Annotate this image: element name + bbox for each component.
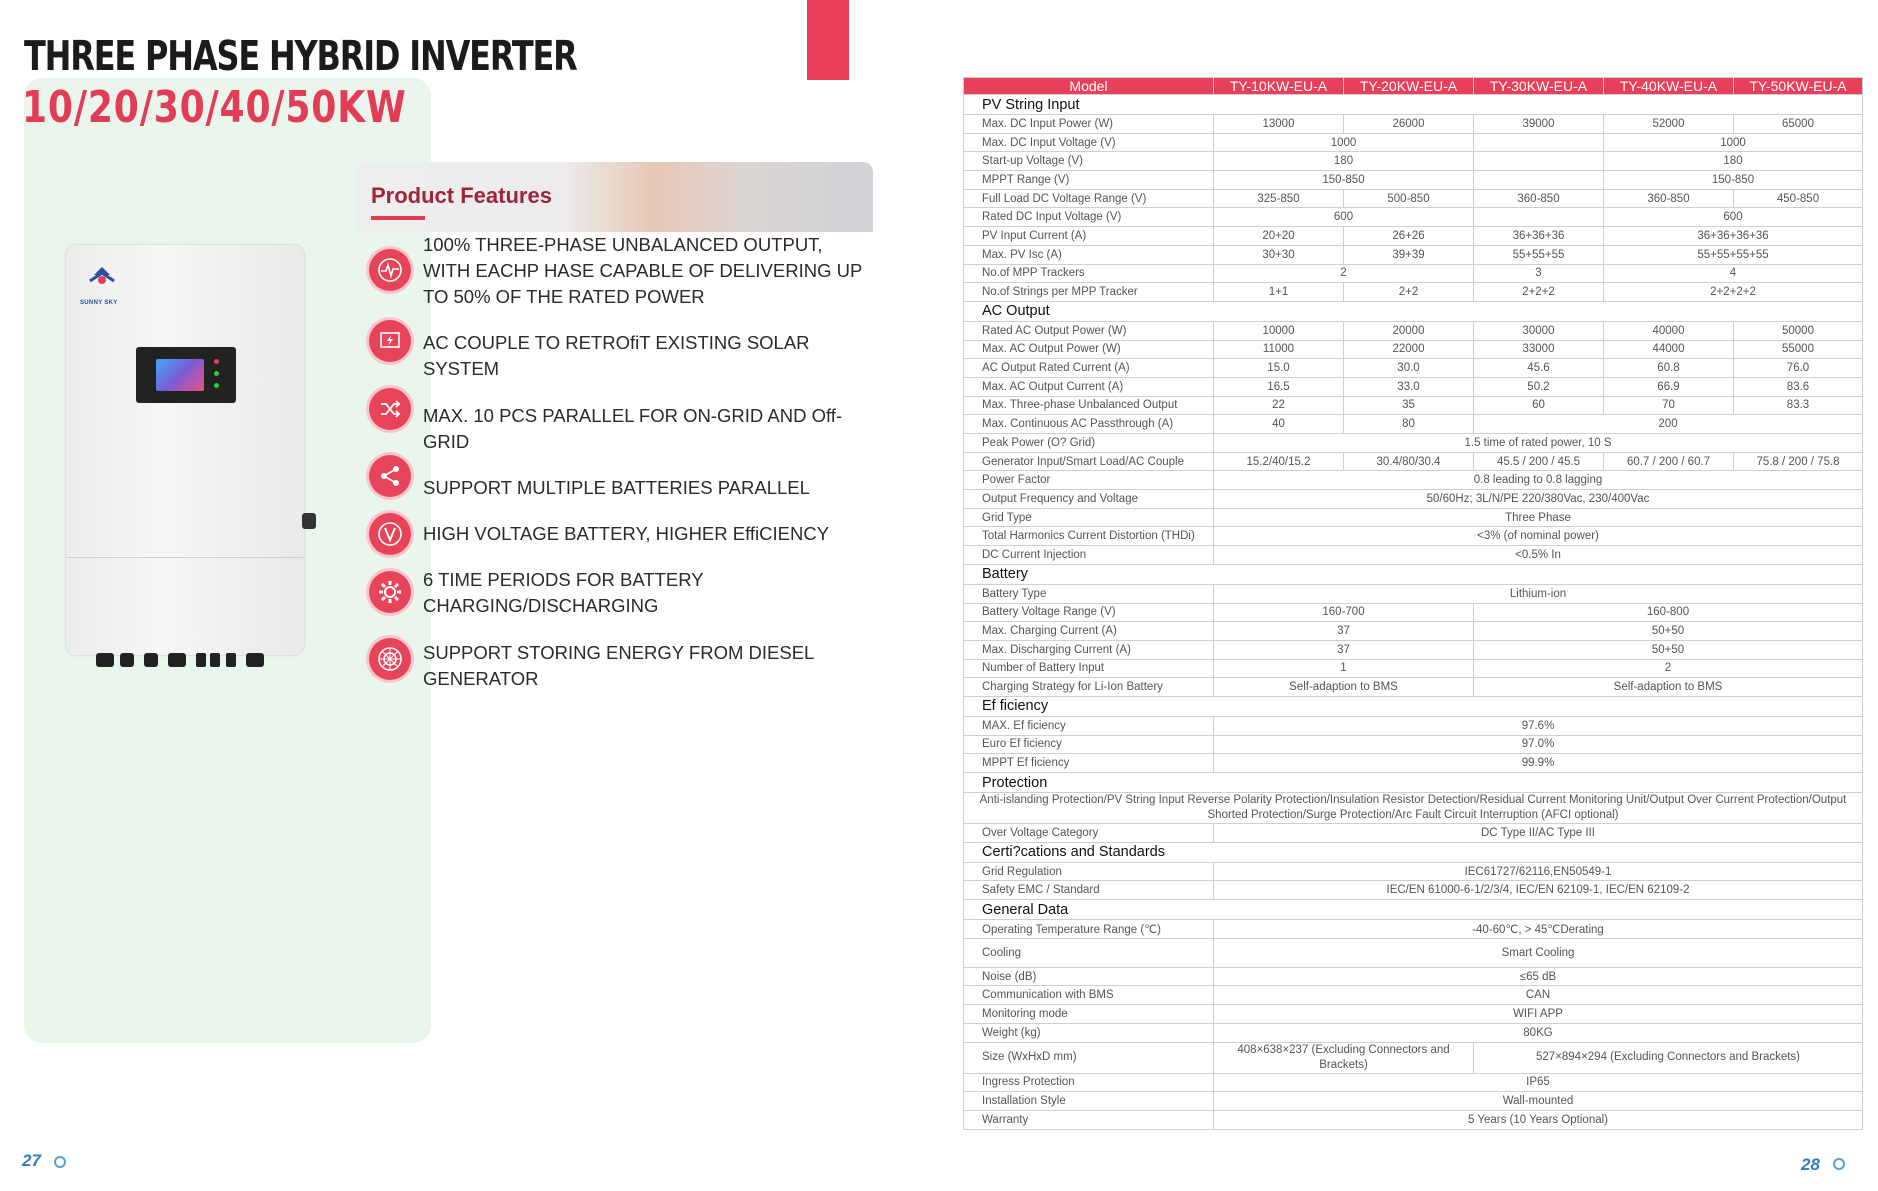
value-cell: 325-850 <box>1214 189 1344 208</box>
row-label: Generator Input/Smart Load/AC Couple <box>964 452 1214 471</box>
row-label: Monitoring mode <box>964 1005 1214 1024</box>
table-row <box>964 115 1863 134</box>
table-row <box>964 283 1863 302</box>
value-cell: 160-800 <box>1474 603 1863 622</box>
brand-name: SUNNY SKY <box>80 300 118 306</box>
value-cell: 97.0% <box>1214 735 1863 754</box>
value-cell: WIFI APP <box>1214 1005 1863 1024</box>
inverter-switch <box>302 513 316 529</box>
value-cell: 4 <box>1604 264 1863 283</box>
value-cell: IEC61727/62116,EN50549-1 <box>1214 862 1863 881</box>
row-label: Max. DC Input Power (W) <box>964 115 1214 134</box>
value-cell: 500-850 <box>1344 189 1474 208</box>
section-title: AC Output <box>964 301 1863 321</box>
page-number-right: 28 <box>1801 1155 1820 1174</box>
value-cell: 3 <box>1474 264 1604 283</box>
value-cell: 150-850 <box>1604 171 1863 190</box>
row-label: MPPT Ef ficiency <box>964 754 1214 773</box>
table-row <box>964 415 1863 434</box>
value-cell: 50+50 <box>1474 640 1863 659</box>
value-cell: 55+55+55+55 <box>1604 245 1863 264</box>
value-cell: 360-850 <box>1604 189 1734 208</box>
heartbeat-icon <box>369 249 411 291</box>
row-label: Installation Style <box>964 1092 1214 1111</box>
row-label: MAX. Ef ficiency <box>964 716 1214 735</box>
row-label: Power Factor <box>964 471 1214 490</box>
table-row <box>964 920 1863 939</box>
value-cell: Self-adaption to BMS <box>1214 678 1474 697</box>
value-cell: 26000 <box>1344 115 1474 134</box>
value-cell: 180 <box>1604 152 1863 171</box>
value-cell: 99.9% <box>1214 754 1863 773</box>
row-label: Max. AC Output Current (A) <box>964 377 1214 396</box>
row-label: No.of MPP Trackers <box>964 264 1214 283</box>
value-cell: 60.7 / 200 / 60.7 <box>1604 452 1734 471</box>
value-cell: 5 Years (10 Years Optional) <box>1214 1110 1863 1129</box>
row-label: Size (WxHxD mm) <box>964 1042 1214 1073</box>
row-label: Cooling <box>964 938 1214 967</box>
value-cell <box>1474 208 1604 227</box>
value-cell: 2+2 <box>1344 283 1474 302</box>
row-label: Rated DC Input Voltage (V) <box>964 208 1214 227</box>
value-cell: 83.3 <box>1734 396 1863 415</box>
row-label: Max. PV Isc (A) <box>964 245 1214 264</box>
value-cell: 50/60Hz; 3L/N/PE 220/380Vac, 230/400Vac <box>1214 490 1863 509</box>
page-title: THREE PHASE HYBRID INVERTER <box>24 32 577 80</box>
page-number-left: 27 <box>22 1151 41 1170</box>
feature-text: SUPPORT MULTIPLE BATTERIES PARALLEL <box>423 477 810 498</box>
section-title: General Data <box>964 900 1863 920</box>
header-cell: TY-40KW-EU-A <box>1604 78 1734 95</box>
row-label: Operating Temperature Range (℃) <box>964 920 1214 939</box>
table-row <box>964 881 1863 900</box>
page-dot-icon <box>54 1156 66 1168</box>
value-cell: Three Phase <box>1214 508 1863 527</box>
feature-text: AC COUPLE TO RETROfiT EXISTING SOLAR SYSTEM <box>423 332 810 379</box>
value-cell: 39+39 <box>1344 245 1474 264</box>
value-cell: 15.0 <box>1214 359 1344 378</box>
row-label: DC Current Injection <box>964 546 1214 565</box>
inverter-image <box>66 245 304 655</box>
row-label: Battery Type <box>964 584 1214 603</box>
value-cell: 76.0 <box>1734 359 1863 378</box>
solar-panel-icon <box>369 320 411 362</box>
header-cell: Model <box>964 78 1214 95</box>
table-row <box>964 754 1863 773</box>
value-cell: 44000 <box>1604 340 1734 359</box>
inverter-display <box>136 347 236 403</box>
table-row <box>964 490 1863 509</box>
shuffle-icon <box>369 388 411 430</box>
value-cell: 80 <box>1344 415 1474 434</box>
table-header-row <box>964 78 1863 95</box>
value-cell: 150-850 <box>1214 171 1474 190</box>
row-label: Output Frequency and Voltage <box>964 490 1214 509</box>
value-cell: CAN <box>1214 986 1863 1005</box>
value-cell: 36+36+36 <box>1474 227 1604 246</box>
table-row <box>964 986 1863 1005</box>
row-label: Warranty <box>964 1110 1214 1129</box>
table-row <box>964 321 1863 340</box>
row-label: Noise (dB) <box>964 967 1214 986</box>
row-label: Max. Charging Current (A) <box>964 622 1214 641</box>
table-row <box>964 264 1863 283</box>
value-cell: 2 <box>1474 659 1863 678</box>
table-row <box>964 396 1863 415</box>
table-row <box>964 452 1863 471</box>
row-label: Over Voltage Category <box>964 824 1214 843</box>
row-label: Euro Ef ficiency <box>964 735 1214 754</box>
table-row <box>964 434 1863 453</box>
value-cell: Lithium-ion <box>1214 584 1863 603</box>
value-cell: 30+30 <box>1214 245 1344 264</box>
value-cell: 65000 <box>1734 115 1863 134</box>
table-row <box>964 1042 1863 1073</box>
section-title: Ef ficiency <box>964 696 1863 716</box>
page-subtitle: 10/20/30/40/50KW <box>22 82 407 133</box>
table-row <box>964 527 1863 546</box>
header-cell: TY-10KW-EU-A <box>1214 78 1344 95</box>
table-row <box>964 508 1863 527</box>
value-cell: 160-700 <box>1214 603 1474 622</box>
value-cell: 600 <box>1604 208 1863 227</box>
row-label: MPPT Range (V) <box>964 171 1214 190</box>
row-label: Start-up Voltage (V) <box>964 152 1214 171</box>
value-cell: DC Type II/AC Type III <box>1214 824 1863 843</box>
table-row <box>964 546 1863 565</box>
value-cell: 50000 <box>1734 321 1863 340</box>
value-cell: 55000 <box>1734 340 1863 359</box>
value-cell: 70 <box>1604 396 1734 415</box>
row-label: Number of Battery Input <box>964 659 1214 678</box>
table-row <box>964 471 1863 490</box>
row-label: Safety EMC / Standard <box>964 881 1214 900</box>
value-cell: 30000 <box>1474 321 1604 340</box>
section-row <box>964 564 1863 584</box>
section-title: Certi?cations and Standards <box>964 842 1863 862</box>
table-row <box>964 171 1863 190</box>
value-cell: 37 <box>1214 622 1474 641</box>
spec-table <box>963 77 1863 1130</box>
row-label: PV Input Current (A) <box>964 227 1214 246</box>
section-row <box>964 696 1863 716</box>
table-row <box>964 824 1863 843</box>
value-cell: 408×638×237 (Excluding Connectors and Brackets) <box>1214 1042 1474 1073</box>
value-cell: 450-850 <box>1734 189 1863 208</box>
section-row <box>964 900 1863 920</box>
value-cell: 66.9 <box>1604 377 1734 396</box>
value-cell: <3% (of nominal power) <box>1214 527 1863 546</box>
row-label: Battery Voltage Range (V) <box>964 603 1214 622</box>
row-label: Ingress Protection <box>964 1073 1214 1092</box>
value-cell: IP65 <box>1214 1073 1863 1092</box>
value-cell: 10000 <box>1214 321 1344 340</box>
brand-logo <box>80 263 124 306</box>
table-row <box>964 716 1863 735</box>
value-cell: 97.6% <box>1214 716 1863 735</box>
row-label: Communication with BMS <box>964 986 1214 1005</box>
value-cell: 15.2/40/15.2 <box>1214 452 1344 471</box>
row-label: Max. Discharging Current (A) <box>964 640 1214 659</box>
row-label: Total Harmonics Current Distortion (THDi) <box>964 527 1214 546</box>
row-label: Weight (kg) <box>964 1023 1214 1042</box>
value-cell: 26+26 <box>1344 227 1474 246</box>
value-cell: 60.8 <box>1604 359 1734 378</box>
table-row <box>964 227 1863 246</box>
value-cell: 1.5 time of rated power, 10 S <box>1214 434 1863 453</box>
value-cell <box>1474 133 1604 152</box>
feature-text: HIGH VOLTAGE BATTERY, HIGHER EffiCIENCY <box>423 523 830 544</box>
value-cell: 60 <box>1474 396 1604 415</box>
value-cell: 11000 <box>1214 340 1344 359</box>
value-cell: 35 <box>1344 396 1474 415</box>
value-cell <box>1474 171 1604 190</box>
value-cell: 22 <box>1214 396 1344 415</box>
feature-text: MAX. 10 PCS PARALLEL FOR ON-GRID AND Off-GRID <box>423 405 843 452</box>
row-label: Charging Strategy for Li-Ion Battery <box>964 678 1214 697</box>
features-underline <box>371 216 425 220</box>
value-cell: 13000 <box>1214 115 1344 134</box>
inverter-seam <box>66 557 304 558</box>
value-cell: 16.5 <box>1214 377 1344 396</box>
table-row <box>964 377 1863 396</box>
table-row <box>964 967 1863 986</box>
value-cell: 20000 <box>1344 321 1474 340</box>
value-cell: 55+55+55 <box>1474 245 1604 264</box>
inverter-connectors <box>96 653 276 669</box>
table-row <box>964 862 1863 881</box>
gear-icon <box>369 571 411 613</box>
value-cell: 1 <box>1214 659 1474 678</box>
value-cell: -40-60℃, > 45℃Derating <box>1214 920 1863 939</box>
table-row <box>964 208 1863 227</box>
value-cell: 45.6 <box>1474 359 1604 378</box>
row-label: Max. AC Output Power (W) <box>964 340 1214 359</box>
value-cell: 1000 <box>1604 133 1863 152</box>
value-cell: 2+2+2+2 <box>1604 283 1863 302</box>
generator-icon <box>369 638 411 680</box>
table-row <box>964 1110 1863 1129</box>
value-cell: 2 <box>1214 264 1474 283</box>
value-cell: Wall-mounted <box>1214 1092 1863 1111</box>
table-row <box>964 603 1863 622</box>
value-cell: 37 <box>1214 640 1474 659</box>
table-row <box>964 1023 1863 1042</box>
row-label: Max. DC Input Voltage (V) <box>964 133 1214 152</box>
value-cell: 527×894×294 (Excluding Connectors and Brackets) <box>1474 1042 1863 1073</box>
row-label: Rated AC Output Power (W) <box>964 321 1214 340</box>
value-cell: 1000 <box>1214 133 1474 152</box>
value-cell: 36+36+36+36 <box>1604 227 1863 246</box>
value-cell: 1+1 <box>1214 283 1344 302</box>
table-row <box>964 622 1863 641</box>
features-title: Product Features <box>371 183 552 208</box>
row-label: Peak Power (O? Grid) <box>964 434 1214 453</box>
page-dot-icon <box>1833 1158 1845 1170</box>
value-cell: 2+2+2 <box>1474 283 1604 302</box>
section-row <box>964 301 1863 321</box>
table-row <box>964 659 1863 678</box>
table-row <box>964 678 1863 697</box>
value-cell: Smart Cooling <box>1214 938 1863 967</box>
table-row <box>964 133 1863 152</box>
value-cell: IEC/EN 61000-6-1/2/3/4, IEC/EN 62109-1, IEC/EN 62109-2 <box>1214 881 1863 900</box>
table-row <box>964 938 1863 967</box>
table-row <box>964 1005 1863 1024</box>
section-title: Protection <box>964 773 1863 793</box>
value-cell: 20+20 <box>1214 227 1344 246</box>
accent-bar <box>807 0 849 80</box>
header-cell: TY-50KW-EU-A <box>1734 78 1863 95</box>
table-row <box>964 189 1863 208</box>
section-row <box>964 773 1863 793</box>
row-label: No.of Strings per MPP Tracker <box>964 283 1214 302</box>
section-row <box>964 95 1863 115</box>
row-label: Full Load DC Voltage Range (V) <box>964 189 1214 208</box>
table-row <box>964 245 1863 264</box>
row-label: Max. Three-phase Unbalanced Output <box>964 396 1214 415</box>
protection-list: Anti-islanding Protection/PV String Input Reverse Polarity Protection/Insulation Resistor Detection/Residual Current Monitoring Unit/Output Over Current Protection/Output Shorted Protection/Surge Protection/Arc Fault Circuit Interruption (AFCI optional) <box>964 793 1863 824</box>
value-cell: 30.0 <box>1344 359 1474 378</box>
value-cell: <0.5% In <box>1214 546 1863 565</box>
value-cell: Self-adaption to BMS <box>1474 678 1863 697</box>
feature-text: 6 TIME PERIODS FOR BATTERY CHARGING/DISCHARGING <box>423 569 704 616</box>
header-cell: TY-20KW-EU-A <box>1344 78 1474 95</box>
table-row <box>964 1073 1863 1092</box>
value-cell: 83.6 <box>1734 377 1863 396</box>
table-row <box>964 793 1863 824</box>
section-row <box>964 842 1863 862</box>
share-icon <box>369 455 411 497</box>
value-cell: 0.8 leading to 0.8 lagging <box>1214 471 1863 490</box>
table-row <box>964 152 1863 171</box>
value-cell: 39000 <box>1474 115 1604 134</box>
section-title: Battery <box>964 564 1863 584</box>
value-cell: 40000 <box>1604 321 1734 340</box>
value-cell: 180 <box>1214 152 1474 171</box>
table-row <box>964 340 1863 359</box>
feature-text: SUPPORT STORING ENERGY FROM DIESEL GENERATOR <box>423 642 814 689</box>
row-label: Grid Regulation <box>964 862 1214 881</box>
value-cell: 45.5 / 200 / 45.5 <box>1474 452 1604 471</box>
table-row <box>964 1092 1863 1111</box>
value-cell: 40 <box>1214 415 1344 434</box>
feature-text: 100% THREE-PHASE UNBALANCED OUTPUT, WITH EACHP HASE CAPABLE OF DELIVERING UP TO 50% OF THE RATED POWER <box>423 234 862 307</box>
section-title: PV String Input <box>964 95 1863 115</box>
value-cell: 50+50 <box>1474 622 1863 641</box>
value-cell: 75.8 / 200 / 75.8 <box>1734 452 1863 471</box>
value-cell: 22000 <box>1344 340 1474 359</box>
value-cell: 33000 <box>1474 340 1604 359</box>
row-label: Max. Continuous AC Passthrough (A) <box>964 415 1214 434</box>
value-cell: 50.2 <box>1474 377 1604 396</box>
value-cell: 52000 <box>1604 115 1734 134</box>
table-row <box>964 735 1863 754</box>
value-cell: 30.4/80/30.4 <box>1344 452 1474 471</box>
table-row <box>964 584 1863 603</box>
value-cell <box>1474 152 1604 171</box>
table-row <box>964 640 1863 659</box>
value-cell: 80KG <box>1214 1023 1863 1042</box>
value-cell: ≤65 dB <box>1214 967 1863 986</box>
row-label: AC Output Rated Current (A) <box>964 359 1214 378</box>
row-label: Grid Type <box>964 508 1214 527</box>
value-cell: 360-850 <box>1474 189 1604 208</box>
header-cell: TY-30KW-EU-A <box>1474 78 1604 95</box>
value-cell: 600 <box>1214 208 1474 227</box>
voltage-icon <box>369 513 411 555</box>
table-row <box>964 359 1863 378</box>
value-cell: 33.0 <box>1344 377 1474 396</box>
value-cell: 200 <box>1474 415 1863 434</box>
